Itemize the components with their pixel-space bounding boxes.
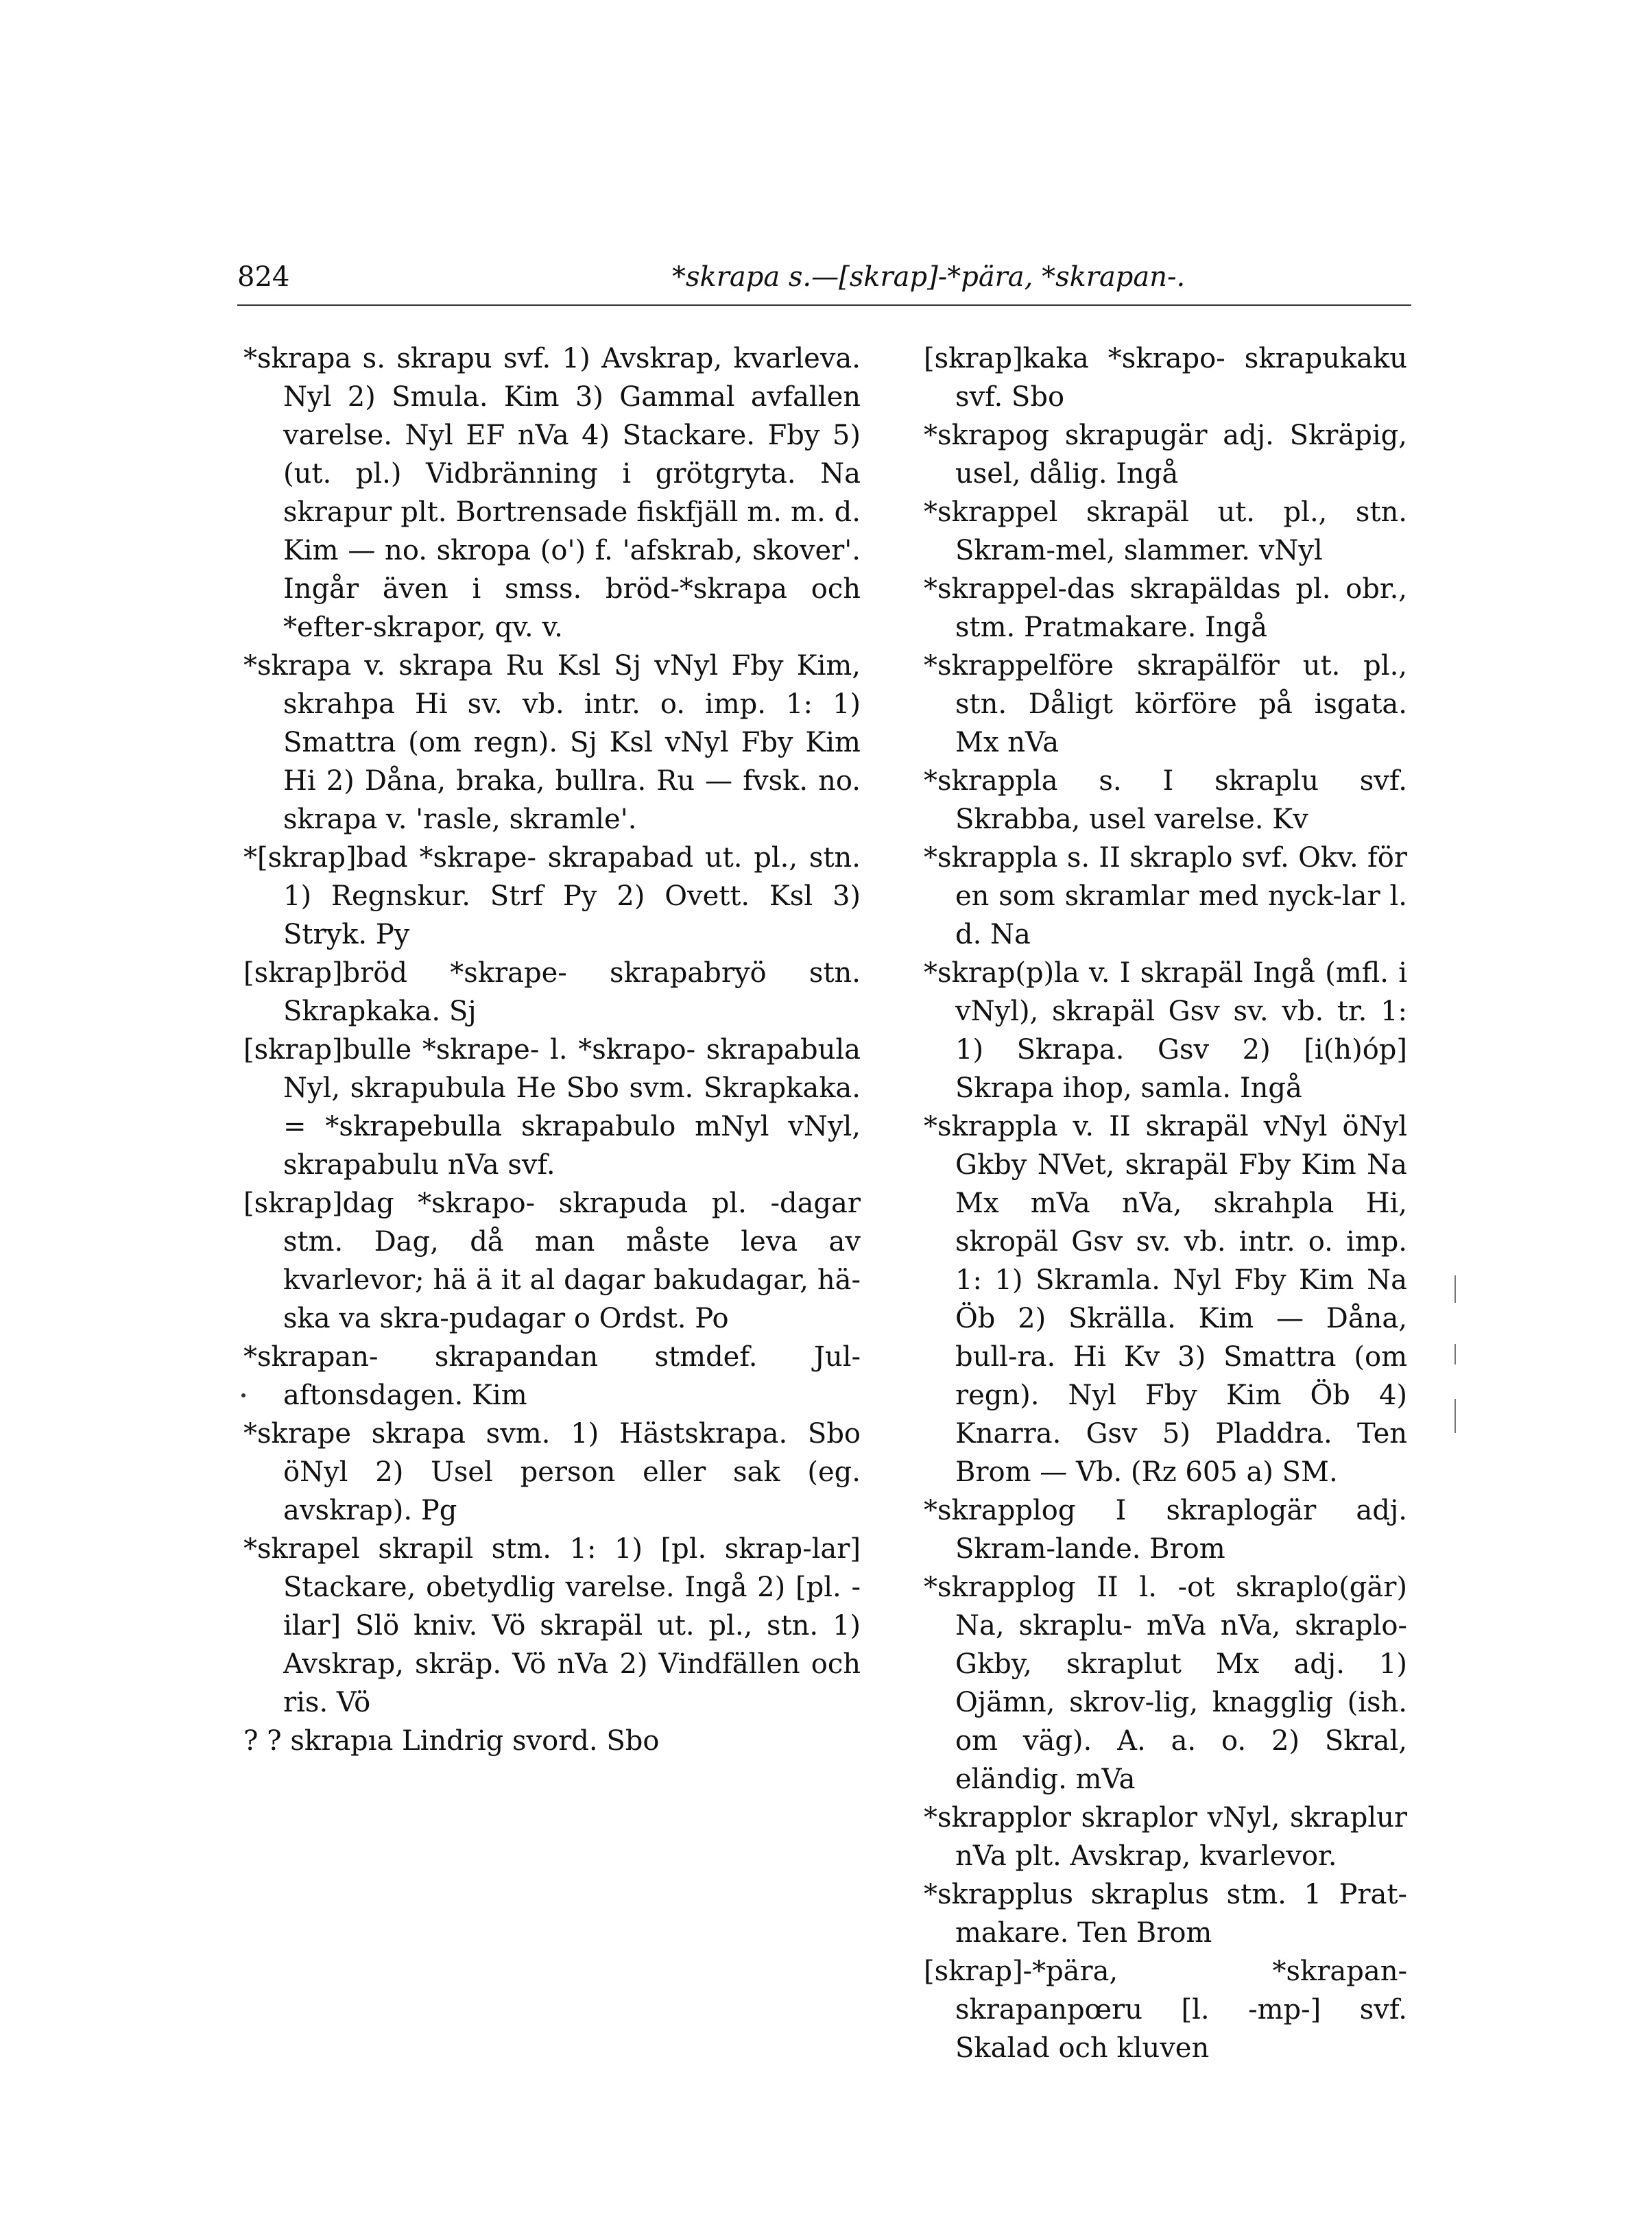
dictionary-entry: *skrappla s. II skraplo svf. Okv. för en som skramlar med nyck-lar l. d. Na [924,842,1407,950]
margin-mark [1455,1344,1456,1365]
dictionary-entry: *skrapa s. skrapu svf. 1) Avskrap, kvarleva. Nyl 2) Smula. Kim 3) Gammal avfallen varelse. Nyl EF nVa 4) Stackare. Fby 5) (ut. pl.) Vidbränning i grötgryta. Na skrapur plt. Bortrensade fiskfjäll m. m. d. Kim — no. skropa (o') f. 'afskrab, skover'. Ingår även i smss. bröd-*skrapa och *efter-skrapor, qv. v. [243,343,861,643]
dictionary-entry: *skrapa v. skrapa Ru Ksl Sj vNyl Fby Kim, skrahpa Hi sv. vb. intr. o. imp. 1: 1) Smattra (om regn). Sj Ksl vNyl Fby Kim Hi 2) Dåna, braka, bullra. Ru — fvsk. no. skrapa v. 'rasle, skramle'. [243,650,861,835]
dictionary-entry: *skrappel skrapäl ut. pl., stn. Skram-mel, slammer. vNyl [924,496,1407,566]
dictionary-entry: *skrapog skrapugär adj. Skräpig, usel, dålig. Ingå [924,420,1407,490]
dictionary-entry: [skrap]kaka *skrapo- skrapukaku svf. Sbo [924,343,1407,413]
dictionary-entry: *skrappla v. II skrapäl vNyl öNyl Gkby NVet, skrapäl Fby Kim Na Mx mVa nVa, skrahpla Hi, skropäl Gsv sv. vb. intr. o. imp. 1: 1) Skramla. Nyl Fby Kim Na Öb 2) Skrälla. Kim — Dåna, bull-ra. Hi Kv 3) Smattra (om regn). Nyl Fby Kim Öb 4) Knarra. Gsv 5) Pladdra. Ten Brom — Vb. (Rz 605 a) SM. [924,1111,1407,1488]
dictionary-entry: *skrapan- skrapandan stmdef. Jul-aftonsdagen. Kim [243,1341,861,1411]
dictionary-entry: [skrap]dag *skrapo- skrapuda pl. -dagar stm. Dag, då man måste leva av kvarlevor; hä ä it al dagar bakudagar, hä-ska va skra-pudagar o Ordst. Po [243,1188,861,1334]
margin-mark [1455,1275,1456,1303]
dictionary-entry: *skrapplor skraplor vNyl, skraplur nVa plt. Avskrap, kvarlevor. [924,1802,1407,1872]
dictionary-entry: *skrappla s. I skraplu svf. Skrabba, usel varelse. Kv [924,765,1407,835]
dictionary-entry: *skrapplog II l. -ot skraplo(gär) Na, skraplu- mVa nVa, skraplo- Gkby, skraplut Mx adj. 1) Ojämn, skrov-lig, knagglig (ish. om väg). A. a. o. 2) Skral, eländig. mVa [924,1572,1407,1795]
dictionary-entry: *skrapel skrapil stm. 1: 1) [pl. skrap-lar] Stackare, obetydlig varelse. Ingå 2) [pl. -ilar] Slö kniv. Vö skrapäl ut. pl., stn. 1) Avskrap, skräp. Vö nVa 2) Vindfällen och ris. Vö [243,1533,861,1718]
margin-dot [241,1393,246,1397]
dictionary-entry: ? ? skrapıa Lindrig svord. Sbo [243,1725,660,1757]
dictionary-entry: [skrap]bröd *skrape- skrapabryö stn. Skrapkaka. Sj [243,957,861,1027]
right-column [924,339,1407,2067]
dictionary-entry: [skrap]bulle *skrape- l. *skrapo- skrapabula Nyl, skrapubula He Sbo svm. Skrapkaka. = *skrapebulla skrapabulo mNyl vNyl, skrapabulu nVa svf. [243,1034,861,1181]
dictionary-entry: *skrape skrapa svm. 1) Hästskrapa. Sbo öNyl 2) Usel person eller sak (eg. avskrap). Pg [243,1418,861,1526]
left-column [243,339,861,1760]
dictionary-entry: [skrap]-*pära, *skrapan- skrapanpœru [l. -mp-] svf. Skalad och kluven [924,1956,1407,2064]
dictionary-entry: *skrappelföre skrapälför ut. pl., stn. Dåligt körföre på isgata. Mx nVa [924,650,1407,758]
margin-mark [1455,1399,1456,1433]
page-number: 824 [237,261,290,293]
dictionary-entry: *skrapplog I skraplogär adj. Skram-lande. Brom [924,1495,1407,1565]
header-rule [237,304,1411,306]
running-head: *skrapa s.—[skrap]-*pära, *skrapan-. [672,261,1186,293]
dictionary-entry: *skrappel-das skrapäldas pl. obr., stm. Pratmakare. Ingå [924,573,1407,643]
dictionary-entry: *skrap(p)la v. I skrapäl Ingå (mfl. i vNyl), skrapäl Gsv sv. vb. tr. 1: 1) Skrapa. Gsv 2) [i(h)óp] Skrapa ihop, samla. Ingå [924,957,1407,1104]
dictionary-entry: *[skrap]bad *skrape- skrapabad ut. pl., stn. 1) Regnskur. Strf Py 2) Ovett. Ksl 3) Stryk. Py [243,842,861,950]
dictionary-entry: *skrapplus skraplus stm. 1 Prat-makare. Ten Brom [924,1879,1407,1949]
